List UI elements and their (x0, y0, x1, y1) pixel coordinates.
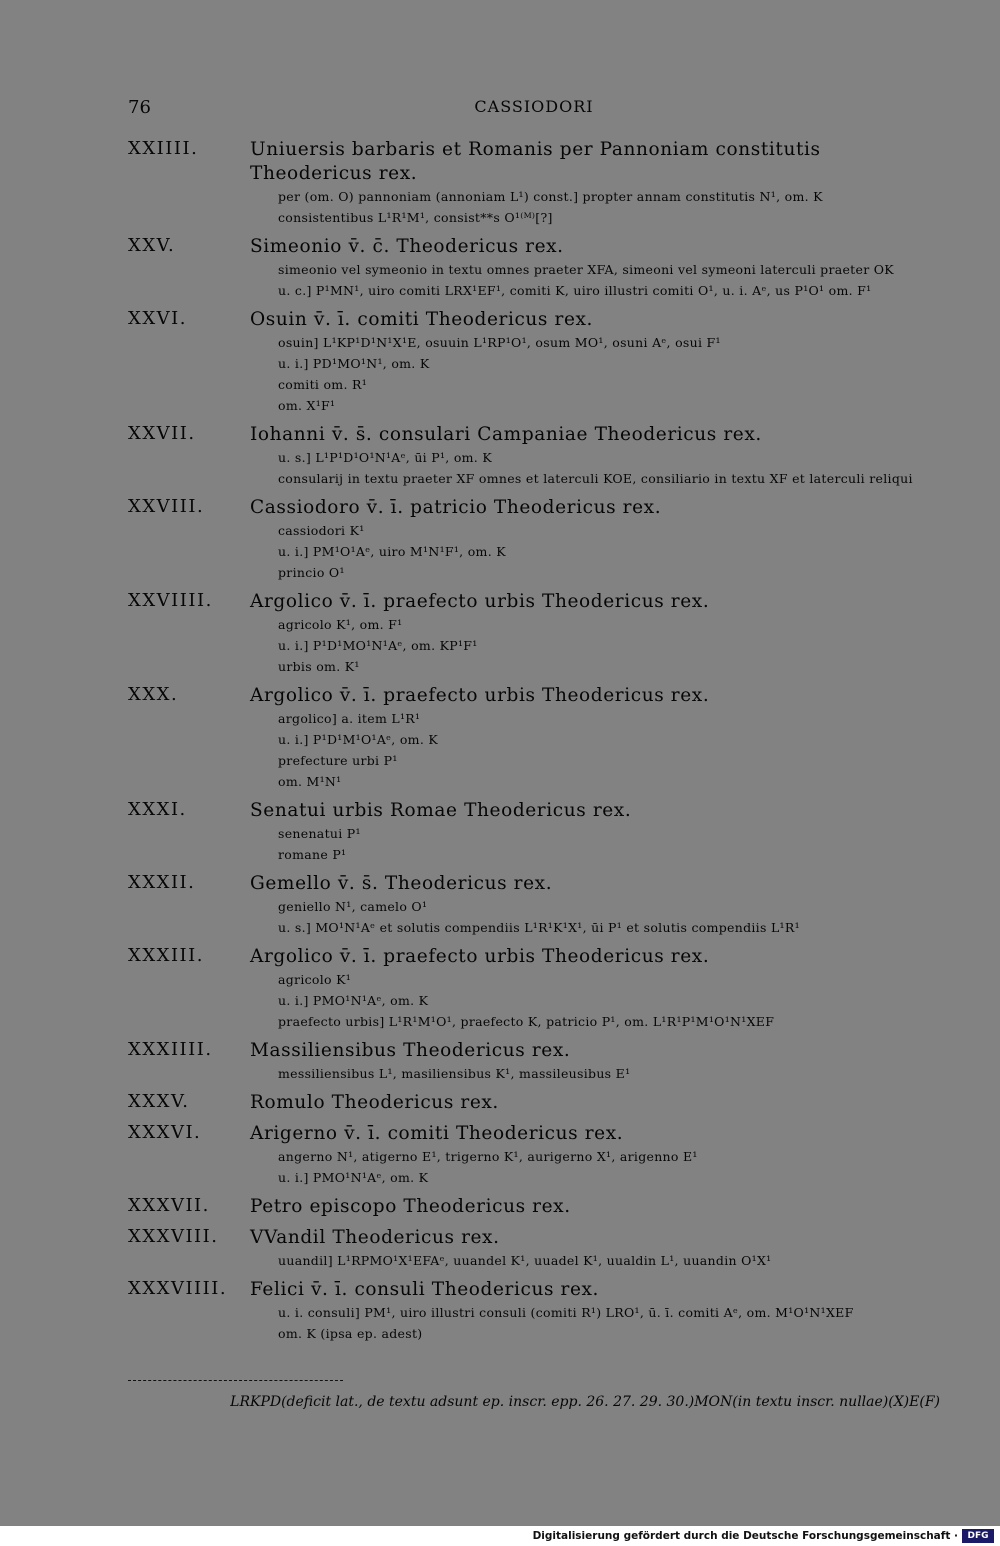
letter-numeral: XXXVIII. (128, 1226, 219, 1247)
apparatus-line: consularij in textu praeter XF omnes et laterculi KOE, consiliario in textu XF et laterculi reliqui (278, 471, 913, 486)
letter-address: Massiliensibus Theodericus rex. (250, 1040, 571, 1061)
apparatus-line: senenatui P¹ (278, 826, 361, 841)
apparatus-line: om. K (ipsa ep. adest) (278, 1326, 423, 1341)
critical-apparatus (278, 259, 940, 301)
letter-numeral: XXXVI. (128, 1122, 202, 1143)
dfg-credit-text: Digitalisierung gefördert durch die Deutsche Forschungsgemeinschaft · (532, 1530, 958, 1542)
dfg-credit-bar (0, 1526, 1000, 1546)
apparatus-line: messiliensibus L¹, masiliensibus K¹, massileusibus E¹ (278, 1066, 631, 1081)
critical-apparatus (278, 447, 940, 489)
letter-address: Romulo Theodericus rex. (250, 1092, 499, 1113)
letter-address: Argolico v̄. ī. praefecto urbis Theodericus rex. (250, 591, 710, 612)
letter-entry (128, 872, 940, 938)
critical-apparatus (278, 896, 940, 938)
critical-apparatus (278, 1063, 940, 1084)
apparatus-line: u. s.] MO¹N¹Aᵉ et solutis compendiis L¹R¹K¹X¹, ūi P¹ et solutis compendiis L¹R¹ (278, 920, 800, 935)
critical-apparatus (278, 332, 940, 416)
letter-index (128, 138, 940, 1351)
letter-entry (128, 799, 940, 865)
letter-address: Uniuersis barbaris et Romanis per Pannoniam constitutis Theodericus rex. (250, 139, 821, 184)
letter-numeral: XXVI. (128, 308, 187, 329)
apparatus-line: om. M¹N¹ (278, 774, 342, 789)
letter-numeral: XXVII. (128, 423, 196, 444)
letter-numeral: XXIIII. (128, 138, 199, 159)
letter-numeral: XXVIII. (128, 496, 205, 517)
apparatus-line: osuin] L¹KP¹D¹N¹X¹E, osuuin L¹RP¹O¹, osum MO¹, osuni Aᵉ, osui F¹ (278, 335, 721, 350)
apparatus-line: urbis om. K¹ (278, 659, 360, 674)
apparatus-line: u. i. consuli] PM¹, uiro illustri consuli (comiti R¹) LRO¹, ū. ī. comiti Aᵉ, om. M¹O¹N¹XEF (278, 1305, 854, 1320)
letter-numeral: XXXVIIII. (128, 1278, 228, 1299)
critical-apparatus (278, 1250, 940, 1271)
critical-apparatus (278, 1146, 940, 1188)
apparatus-line: u. c.] P¹MN¹, uiro comiti LRX¹EF¹, comiti K, uiro illustri comiti O¹, u. i. Aᵉ, us P¹O¹ om. F¹ (278, 283, 872, 298)
apparatus-line: prefecture urbi P¹ (278, 753, 398, 768)
letter-entry (128, 308, 940, 416)
apparatus-line: u. i.] PMO¹N¹Aᵉ, om. K (278, 993, 429, 1008)
apparatus-line: agricolo K¹, om. F¹ (278, 617, 403, 632)
letter-entry (128, 945, 940, 1032)
page-header (128, 97, 940, 121)
letter-address: Argolico v̄. ī. praefecto urbis Theodericus rex. (250, 685, 710, 706)
page-number: 76 (128, 97, 151, 118)
critical-apparatus (278, 614, 940, 677)
letter-address: Iohanni v̄. s̄. consulari Campaniae Theodericus rex. (250, 424, 762, 445)
letter-entry (128, 1278, 940, 1344)
letter-numeral: XXVIIII. (128, 590, 213, 611)
letter-address: Osuin v̄. ī. comiti Theodericus rex. (250, 309, 594, 330)
letter-numeral: XXXVII. (128, 1195, 210, 1216)
letter-address: Gemello v̄. s̄. Theodericus rex. (250, 873, 553, 894)
letter-entry (128, 1195, 940, 1219)
letter-numeral: XXXII. (128, 872, 196, 893)
apparatus-line: u. i.] P¹D¹MO¹N¹Aᵉ, om. KP¹F¹ (278, 638, 478, 653)
apparatus-line: u. i.] PD¹MO¹N¹, om. K (278, 356, 430, 371)
apparatus-line: argolico] a. item L¹R¹ (278, 711, 421, 726)
apparatus-line: angerno N¹, atigerno E¹, trigerno K¹, aurigerno X¹, arigenno E¹ (278, 1149, 698, 1164)
letter-numeral: XXXI. (128, 799, 187, 820)
apparatus-line: agricolo K¹ (278, 972, 352, 987)
apparatus-line: comiti om. R¹ (278, 377, 368, 392)
letter-address: VVandil Theodericus rex. (250, 1227, 500, 1248)
letter-address: Petro episcopo Theodericus rex. (250, 1196, 571, 1217)
letter-numeral: XXX. (128, 684, 179, 705)
letter-numeral: XXXIIII. (128, 1039, 213, 1060)
apparatus-line: u. i.] PMO¹N¹Aᵉ, om. K (278, 1170, 429, 1185)
letter-entry (128, 1091, 940, 1115)
letter-numeral: XXXIII. (128, 945, 204, 966)
critical-apparatus (278, 823, 940, 865)
letter-address: Felici v̄. ī. consuli Theodericus rex. (250, 1279, 600, 1300)
apparatus-line: om. X¹F¹ (278, 398, 336, 413)
letter-address: Argolico v̄. ī. praefecto urbis Theodericus rex. (250, 946, 710, 967)
apparatus-line: uuandil] L¹RPMO¹X¹EFAᵉ, uuandel K¹, uuadel K¹, uualdin L¹, uuandin O¹X¹ (278, 1253, 772, 1268)
running-title: CASSIODORI (474, 97, 594, 116)
critical-apparatus (278, 969, 940, 1032)
footnote-divider (128, 1380, 343, 1381)
letter-entry (128, 138, 940, 228)
apparatus-line: praefecto urbis] L¹R¹M¹O¹, praefecto K, patricio P¹, om. L¹R¹P¹M¹O¹N¹XEF (278, 1014, 775, 1029)
apparatus-line: princio O¹ (278, 565, 345, 580)
letter-entry (128, 423, 940, 489)
apparatus-line: u. i.] P¹D¹M¹O¹Aᵉ, om. K (278, 732, 439, 747)
manuscript-sigla-note: LRKPD(deficit lat., de textu adsunt ep. inscr. epp. 26. 27. 29. 30.)MON(in textu inscr. nullae)(X)E(F) (230, 1394, 940, 1410)
apparatus-line: romane P¹ (278, 847, 347, 862)
letter-entry (128, 1226, 940, 1271)
apparatus-line: simeonio vel symeonio in textu omnes praeter XFA, simeoni vel symeoni laterculi praeter OK (278, 262, 894, 277)
critical-apparatus (278, 520, 940, 583)
letter-address: Arigerno v̄. ī. comiti Theodericus rex. (250, 1123, 624, 1144)
apparatus-line: cassiodori K¹ (278, 523, 365, 538)
critical-apparatus (278, 186, 940, 228)
apparatus-line: consistentibus L¹R¹M¹, consist**s O¹⁽ᴹ⁾[?] (278, 210, 553, 225)
letter-entry (128, 1039, 940, 1084)
dfg-logo-icon[interactable]: DFG (962, 1529, 994, 1543)
apparatus-line: geniello N¹, camelo O¹ (278, 899, 428, 914)
letter-entry (128, 1122, 940, 1188)
apparatus-line: u. i.] PM¹O¹Aᵉ, uiro M¹N¹F¹, om. K (278, 544, 506, 559)
critical-apparatus (278, 1302, 940, 1344)
letter-numeral: XXV. (128, 235, 176, 256)
letter-entry (128, 684, 940, 792)
critical-apparatus (278, 708, 940, 792)
letter-entry (128, 235, 940, 301)
letter-address: Cassiodoro v̄. ī. patricio Theodericus rex. (250, 497, 662, 518)
apparatus-line: per (om. O) pannoniam (annoniam L¹) const.] propter annam constitutis N¹, om. K (278, 189, 823, 204)
letter-address: Simeonio v̄. c̄. Theodericus rex. (250, 236, 564, 257)
apparatus-line: u. s.] L¹P¹D¹O¹N¹Aᵉ, ūi P¹, om. K (278, 450, 492, 465)
letter-address: Senatui urbis Romae Theodericus rex. (250, 800, 632, 821)
letter-entry (128, 590, 940, 677)
letter-numeral: XXXV. (128, 1091, 190, 1112)
letter-entry (128, 496, 940, 583)
